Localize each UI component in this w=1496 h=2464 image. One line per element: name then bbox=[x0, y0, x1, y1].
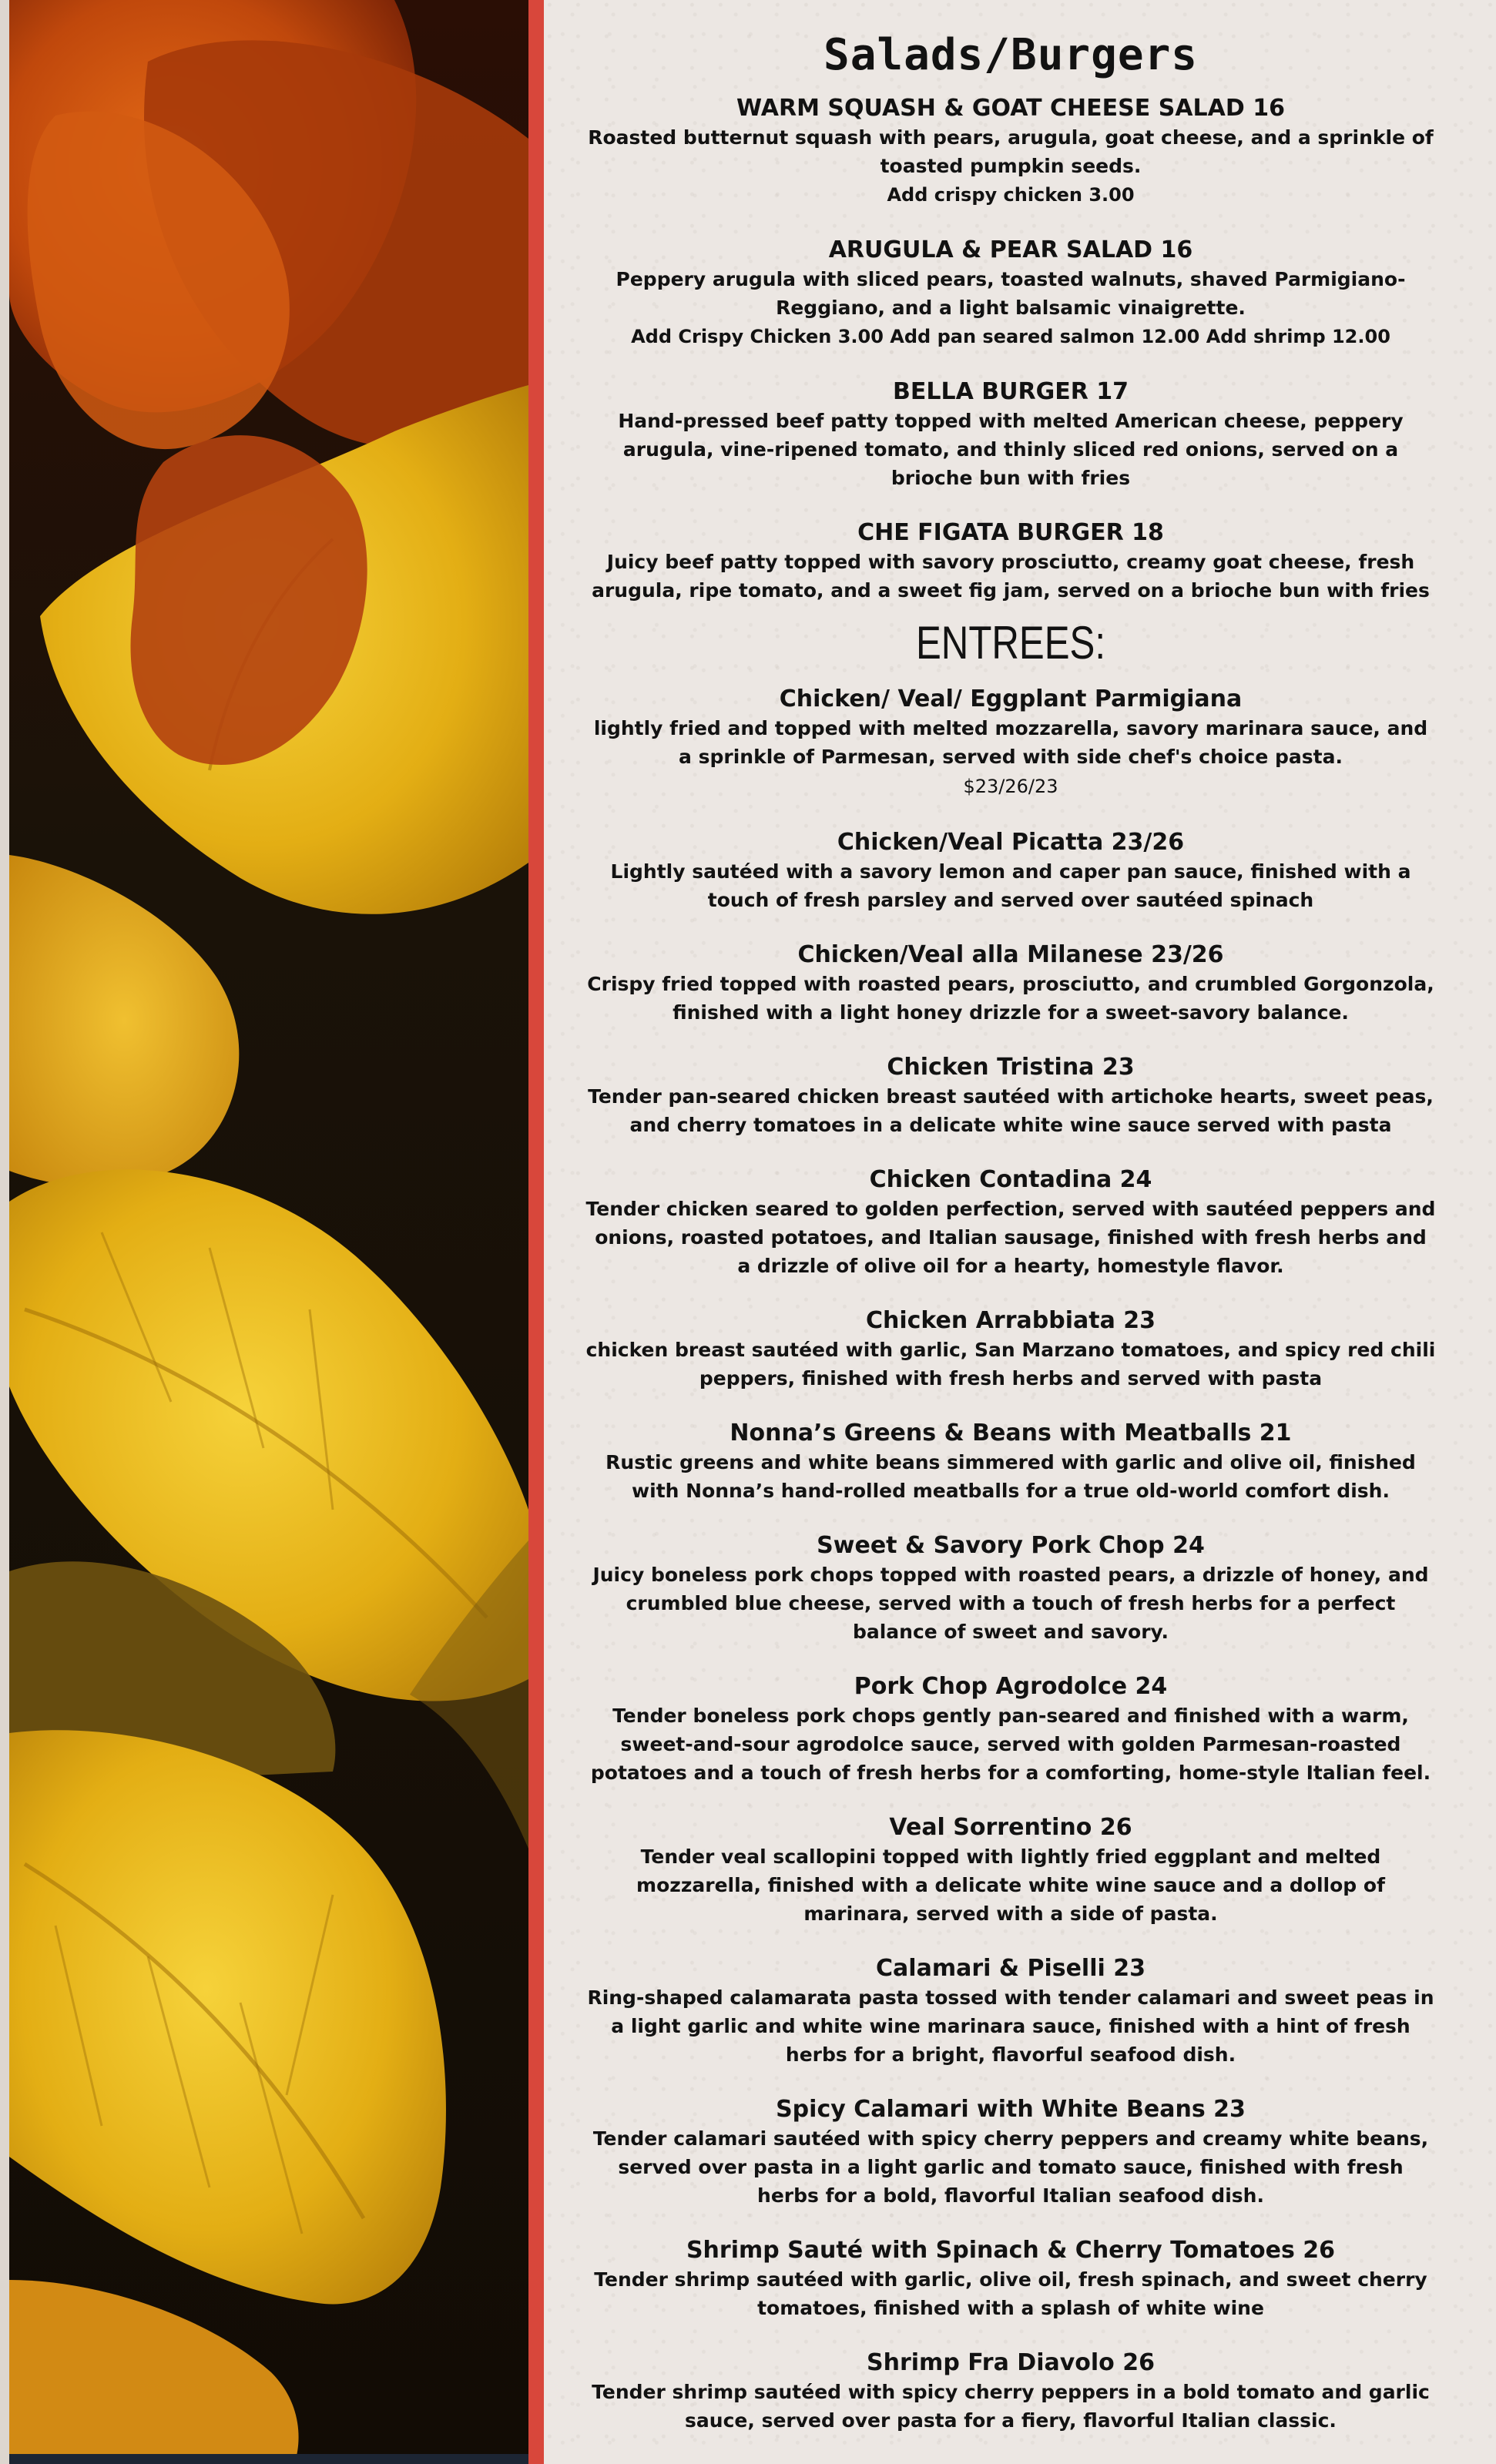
menu-item-description: Tender shrimp sautéed with garlic, olive oil, fresh spinach, and sweet cherry tomatoes, finished with a splash of white wine bbox=[594, 2268, 1427, 2319]
menu-item-description: Juicy boneless pork chops topped with roasted pears, a drizzle of honey, and crumbled blue cheese, served with a touch of fresh herbs for a perfect balance of sweet and savory. bbox=[592, 1564, 1429, 1643]
menu-item-calamari-piselli bbox=[582, 1954, 1439, 2069]
menu-item-name: Chicken/Veal Picatta 23/26 bbox=[837, 829, 1185, 856]
menu-item-description: Ring-shaped calamarata pasta tossed with tender calamari and sweet peas in a light garlic and white wine marinara sauce, finished with a hint of fresh herbs for a bright, flavorful seafood dish. bbox=[587, 1986, 1434, 2066]
menu-item-name: CHE FIGATA BURGER 18 bbox=[857, 519, 1164, 546]
menu-item-spicy-calamari bbox=[582, 2095, 1439, 2210]
menu-item-name: Veal Sorrentino 26 bbox=[889, 1814, 1132, 1841]
menu-item-name: WARM SQUASH & GOAT CHEESE SALAD 16 bbox=[736, 95, 1285, 122]
menu-item-description: Lightly sautéed with a savory lemon and caper pan sauce, finished with a touch of fresh parsley and served over sautéed spinach bbox=[610, 860, 1411, 911]
menu-item-description: Tender boneless pork chops gently pan-seared and finished with a warm, sweet-and-sour agrodolce sauce, served with golden Parmesan-roasted potatoes and a touch of fresh herbs for a comforting, home-style Italian feel. bbox=[590, 1705, 1431, 1784]
menu-item-name: BELLA BURGER 17 bbox=[893, 378, 1129, 405]
menu-item-description: Crispy fried topped with roasted pears, prosciutto, and crumbled Gorgonzola, finished with a light honey drizzle for a sweet-savory balance. bbox=[587, 973, 1434, 1024]
menu-item-name: Calamari & Piselli 23 bbox=[876, 1955, 1145, 1982]
menu-item-name: Chicken/ Veal/ Eggplant Parmigiana bbox=[779, 686, 1243, 712]
menu-item-greens-beans-meatballs bbox=[582, 1419, 1439, 1505]
menu-item-shrimp-saute bbox=[582, 2236, 1439, 2322]
menu-item-price: $23/26/23 bbox=[963, 776, 1058, 797]
menu-item-veal-sorrentino bbox=[582, 1813, 1439, 1928]
menu-item-chicken-arrabbiata bbox=[582, 1306, 1439, 1393]
menu-item-name: Chicken/Veal alla Milanese 23/26 bbox=[797, 941, 1224, 968]
autumn-leaves-photo bbox=[9, 0, 528, 2464]
menu-item-description: Peppery arugula with sliced pears, toasted walnuts, shaved Parmigiano-Reggiano, and a light balsamic vinaigrette. bbox=[616, 268, 1406, 319]
menu-item-description: chicken breast sautéed with garlic, San Marzano tomatoes, and spicy red chili peppers, finished with fresh herbs and served with pasta bbox=[585, 1339, 1436, 1390]
menu-item-description: Juicy beef patty topped with savory prosciutto, creamy goat cheese, fresh arugula, ripe tomato, and a sweet fig jam, served on a brioche bun with fries bbox=[592, 551, 1430, 602]
menu-item-pork-chop-agrodolce bbox=[582, 1672, 1439, 1787]
menu-item-name: Shrimp Sauté with Spinach & Cherry Tomatoes 26 bbox=[686, 2237, 1336, 2264]
menu-item-name: Shrimp Fra Diavolo 26 bbox=[867, 2349, 1155, 2376]
menu-item-description: Tender veal scallopini topped with lightly fried eggplant and melted mozzarella, finished with a delicate white wine sauce and a dollop of marinara, served with a side of pasta. bbox=[636, 1845, 1385, 1925]
accent-red-bar bbox=[528, 0, 544, 2464]
menu-item-picatta bbox=[582, 828, 1439, 914]
menu-item-description: Tender chicken seared to golden perfection, served with sautéed peppers and onions, roasted potatoes, and Italian sausage, finished with fresh herbs and a drizzle of olive oil for a hearty, homestyle flavor. bbox=[585, 1198, 1436, 1277]
menu-item-description: Hand-pressed beef patty topped with melted American cheese, peppery arugula, vine-ripened tomato, and thinly sliced red onions, served on a brioche bun with fries bbox=[618, 410, 1404, 489]
menu-content bbox=[582, 28, 1439, 2461]
menu-item-name: ARUGULA & PEAR SALAD 16 bbox=[828, 236, 1193, 263]
menu-item-name: Spicy Calamari with White Beans 23 bbox=[776, 2096, 1246, 2123]
menu-item-name: Chicken Arrabbiata 23 bbox=[865, 1307, 1156, 1334]
menu-item-name: Sweet & Savory Pork Chop 24 bbox=[817, 1532, 1205, 1559]
bottom-dark-bar bbox=[9, 2454, 528, 2464]
menu-item-milanese bbox=[582, 940, 1439, 1027]
menu-item-description: Rustic greens and white beans simmered with garlic and olive oil, finished with Nonna’s hand-rolled meatballs for a true old-world comfort dish. bbox=[605, 1451, 1416, 1502]
menu-item-sweet-savory-pork-chop bbox=[582, 1531, 1439, 1646]
menu-item-description: Roasted butternut squash with pears, arugula, goat cheese, and a sprinkle of toasted pumpkin seeds. bbox=[588, 126, 1434, 177]
salads-burgers-title: Salads/Burgers bbox=[823, 30, 1198, 80]
menu-item-description: lightly fried and topped with melted mozzarella, savory marinara sauce, and a sprinkle of Parmesan, served with side chef's choice pasta. bbox=[593, 717, 1428, 768]
menu-item-name: Chicken Contadina 24 bbox=[869, 1166, 1152, 1193]
menu-item-arugula-pear-salad bbox=[582, 236, 1439, 351]
menu-item-bella-burger bbox=[582, 377, 1439, 492]
menu-item-parmigiana bbox=[582, 685, 1439, 802]
menu-item-warm-squash-salad bbox=[582, 94, 1439, 210]
menu-item-description: Tender calamari sautéed with spicy cherry peppers and creamy white beans, served over pasta in a light garlic and tomato sauce, finished with fresh herbs for a bold, flavorful Italian seafood dish. bbox=[592, 2127, 1429, 2207]
left-border-strip bbox=[0, 0, 9, 2464]
menu-item-name: Pork Chop Agrodolce 24 bbox=[854, 1673, 1168, 1700]
menu-item-description: Tender shrimp sautéed with spicy cherry peppers in a bold tomato and garlic sauce, served over pasta for a fiery, flavorful Italian classic. bbox=[592, 2381, 1430, 2432]
menu-item-chicken-contadina bbox=[582, 1165, 1439, 1280]
menu-item-description: Tender pan-seared chicken breast sautéed with artichoke hearts, sweet peas, and cherry tomatoes in a delicate white wine sauce served with pasta bbox=[588, 1085, 1434, 1136]
menu-item-chicken-tristina bbox=[582, 1053, 1439, 1139]
entrees-title: ENTREES: bbox=[915, 617, 1106, 669]
menu-item-addon: Add crispy chicken 3.00 bbox=[887, 184, 1135, 206]
menu-item-addon: Add Crispy Chicken 3.00 Add pan seared salmon 12.00 Add shrimp 12.00 bbox=[631, 326, 1390, 347]
menu-item-name: Chicken Tristina 23 bbox=[887, 1054, 1135, 1081]
menu-item-shrimp-fra-diavolo bbox=[582, 2348, 1439, 2435]
menu-item-name: Nonna’s Greens & Beans with Meatballs 21 bbox=[730, 1420, 1292, 1447]
menu-item-che-figata-burger bbox=[582, 518, 1439, 605]
